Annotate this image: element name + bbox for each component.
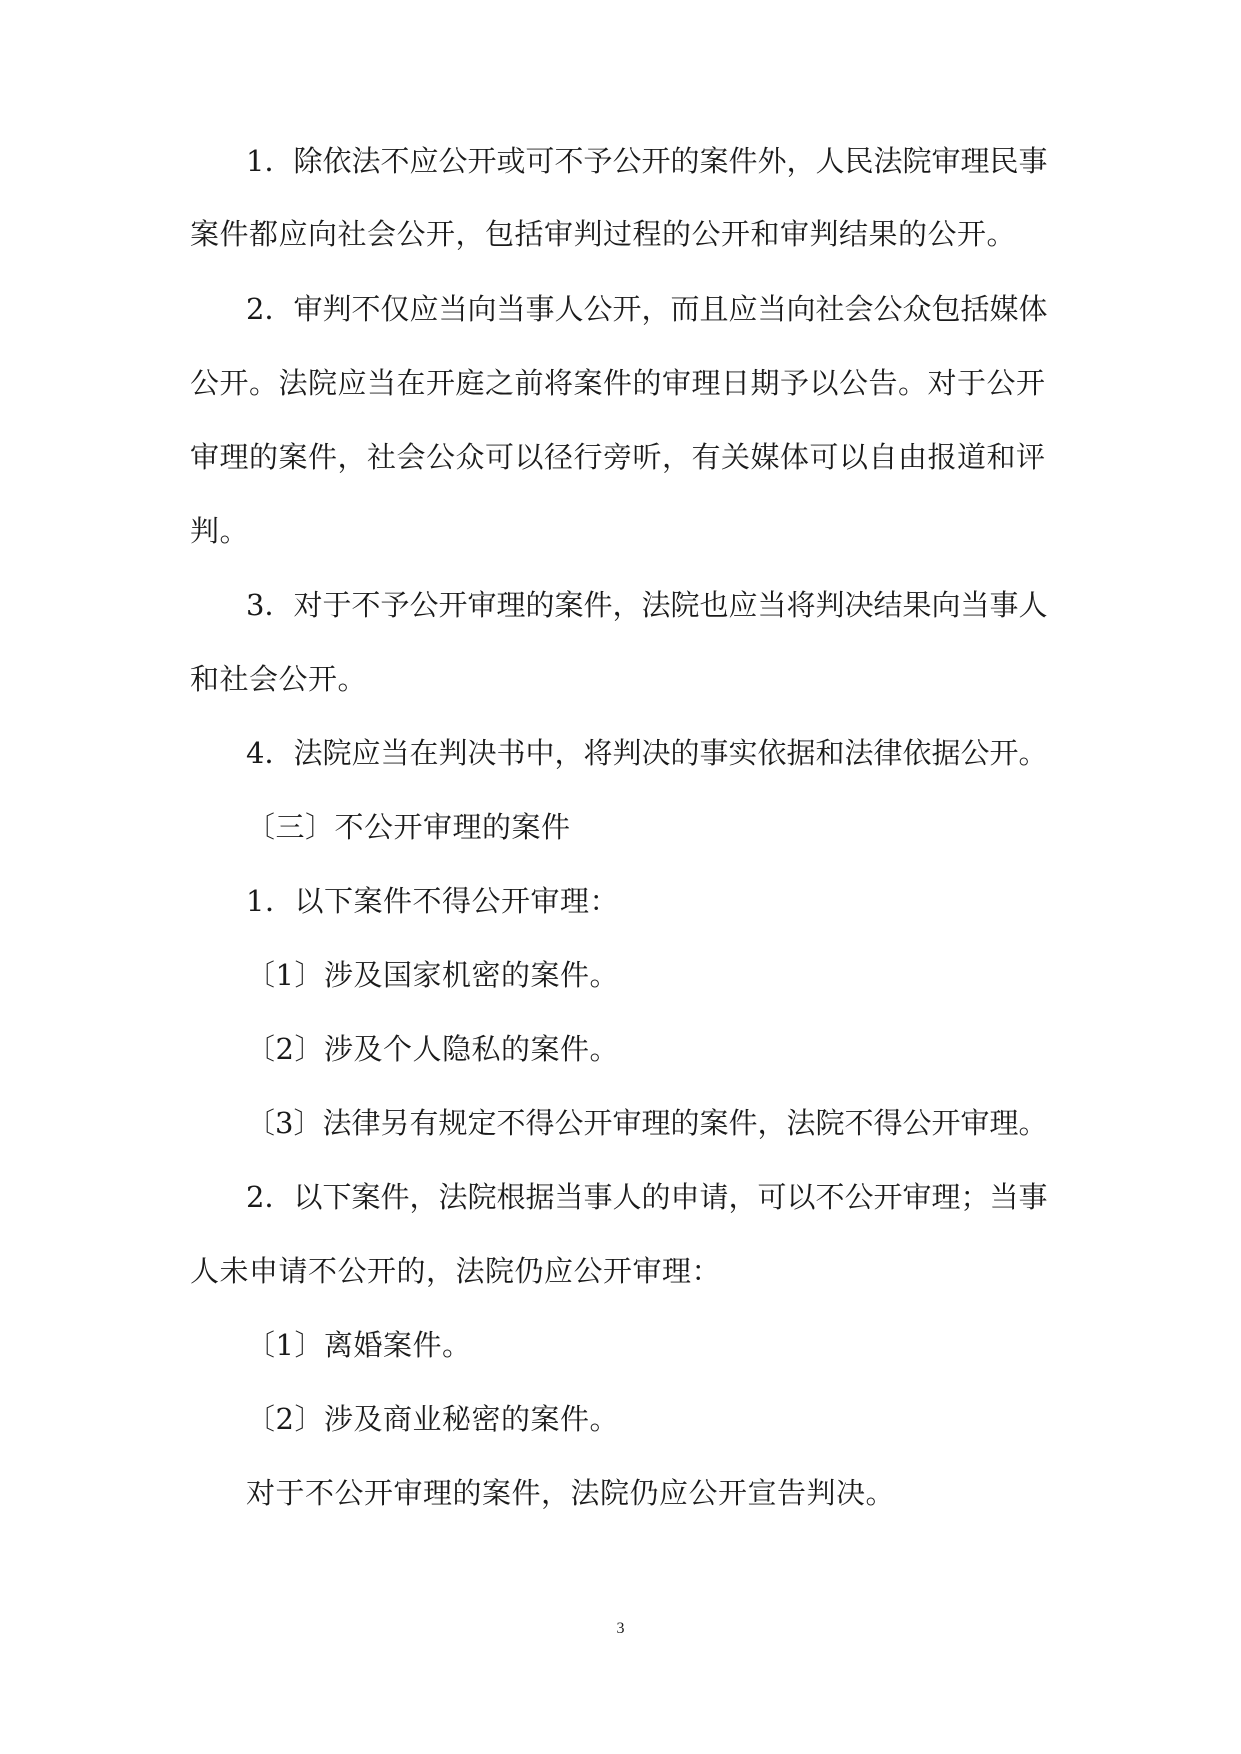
paragraph-line: 案件都应向社会公开，包括审判过程的公开和审判结果的公开。 — [190, 217, 1017, 251]
list-item: 〔2〕涉及商业秘密的案件。 — [246, 1402, 619, 1436]
page-number: 3 — [616, 1620, 625, 1637]
paragraph-line: 2．审判不仅应当向当事人公开，而且应当向社会公众包括媒体 — [246, 292, 1048, 326]
list-item: 〔3〕法律另有规定不得公开审理的案件，法院不得公开审理。 — [246, 1106, 1048, 1140]
paragraph-line: 和社会公开。 — [190, 662, 368, 696]
paragraph-line: 对于不公开审理的案件，法院仍应公开宣告判决。 — [246, 1476, 896, 1510]
section-heading: 〔三〕不公开审理的案件 — [246, 810, 571, 844]
paragraph-line: 1．以下案件不得公开审理： — [246, 884, 619, 918]
list-item: 〔2〕涉及个人隐私的案件。 — [246, 1032, 619, 1066]
paragraph-line: 3．对于不予公开审理的案件，法院也应当将判决结果向当事人 — [246, 588, 1048, 622]
list-item: 〔1〕涉及国家机密的案件。 — [246, 958, 619, 992]
paragraph-line: 4．法院应当在判决书中，将判决的事实依据和法律依据公开。 — [246, 736, 1048, 770]
paragraph-line: 判。 — [190, 514, 250, 548]
paragraph-line: 审理的案件，社会公众可以径行旁听，有关媒体可以自由报道和评 — [190, 440, 1046, 474]
list-item: 〔1〕离婚案件。 — [246, 1328, 472, 1362]
paragraph-line: 1．除依法不应公开或可不予公开的案件外，人民法院审理民事 — [246, 144, 1048, 178]
paragraph-line: 公开。法院应当在开庭之前将案件的审理日期予以公告。对于公开 — [190, 366, 1046, 400]
paragraph-line: 人未申请不公开的，法院仍应公开审理： — [190, 1254, 722, 1288]
paragraph-line: 2．以下案件，法院根据当事人的申请，可以不公开审理；当事 — [246, 1180, 1048, 1214]
